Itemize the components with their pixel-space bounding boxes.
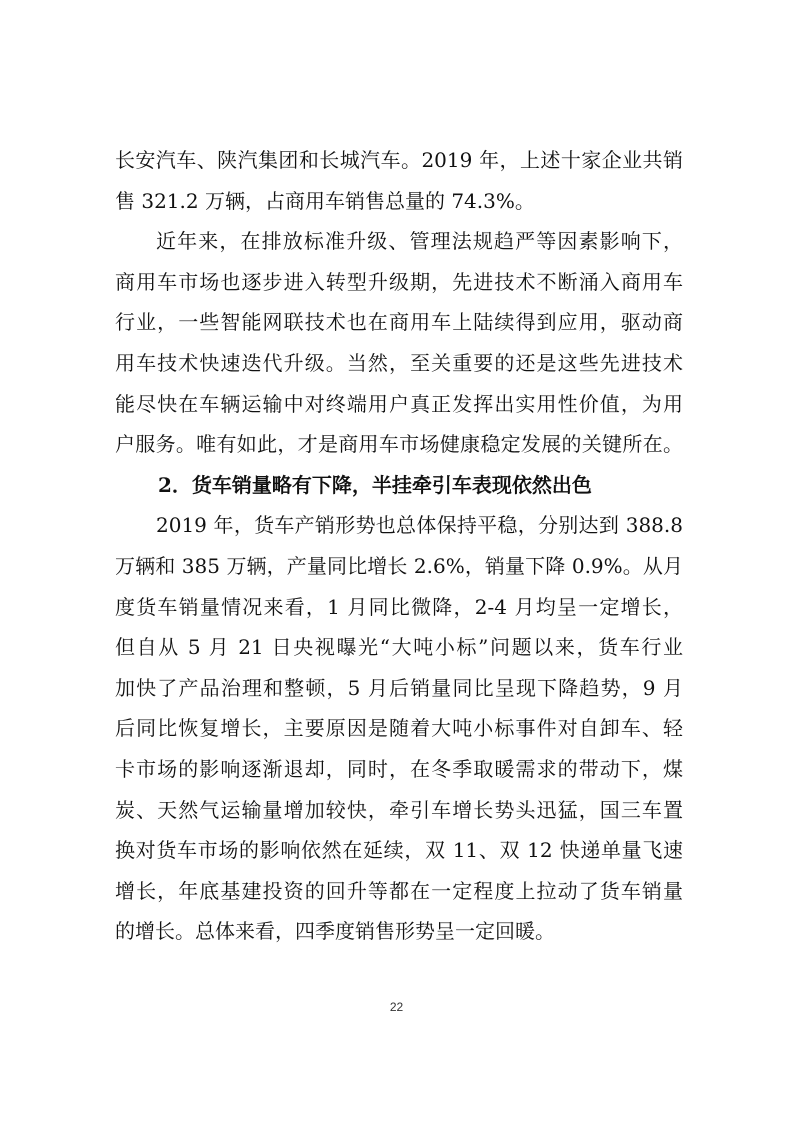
- paragraph-line: 加快了产品治理和整顿，5 月后销量同比呈现下降趋势，9 月: [115, 675, 683, 700]
- paragraph-1: [115, 140, 683, 221]
- paragraph-line: 后同比恢复增长，主要原因是随着大吨小标事件对自卸车、轻: [115, 716, 683, 741]
- body-text: [115, 140, 683, 952]
- paragraph-line: 户服务。唯有如此，才是商用车市场健康稳定发展的关键所在。: [115, 432, 683, 457]
- paragraph-line: 万辆和 385 万辆，产量同比增长 2.6%，销量下降 0.9%。从月: [115, 553, 683, 578]
- section-heading: 2．货车销量略有下降，半挂牵引车表现依然出色: [158, 472, 592, 497]
- paragraph-line: 的增长。总体来看，四季度销售形势呈一定回暖。: [115, 919, 555, 944]
- paragraph-line: 炭、天然气运输量增加较快，牵引车增长势头迅猛，国三车置: [115, 797, 683, 822]
- paragraph-line: 能尽快在车辆运输中对终端用户真正发挥出实用性价值，为用: [115, 391, 683, 416]
- paragraph-line: 2019 年，货车产销形势也总体保持平稳，分别达到 388.8: [156, 513, 683, 538]
- paragraph-line: 但自从 5 月 21 日央视曝光“大吨小标”问题以来，货车行业: [115, 635, 683, 660]
- paragraph-line: 换对货车市场的影响依然在延续，双 11、双 12 快递单量飞速: [115, 838, 683, 863]
- paragraph-3: [115, 505, 683, 952]
- page-number: 22: [389, 1000, 404, 1014]
- paragraph-line: 售 321.2 万辆，占商用车销售总量的 74.3%。: [115, 188, 535, 213]
- paragraph-2: [115, 221, 683, 465]
- paragraph-line: 商用车市场也逐步进入转型升级期，先进技术不断涌入商用车: [115, 269, 683, 294]
- paragraph-line: 行业，一些智能网联技术也在商用车上陆续得到应用，驱动商: [115, 310, 683, 335]
- paragraph-line: 长安汽车、陕汽集团和长城汽车。2019 年，上述十家企业共销: [115, 148, 683, 172]
- paragraph-line: 卡市场的影响逐渐退却，同时，在冬季取暖需求的带动下，煤: [115, 756, 683, 781]
- paragraph-line: 增长，年底基建投资的回升等都在一定程度上拉动了货车销量: [115, 878, 683, 903]
- paragraph-line: 近年来，在排放标准升级、管理法规趋严等因素影响下，: [156, 229, 683, 254]
- paragraph-line: 度货车销量情况来看，1 月同比微降，2-4 月均呈一定增长，: [115, 594, 683, 619]
- paragraph-line: 用车技术快速迭代升级。当然，至关重要的还是这些先进技术: [115, 350, 683, 375]
